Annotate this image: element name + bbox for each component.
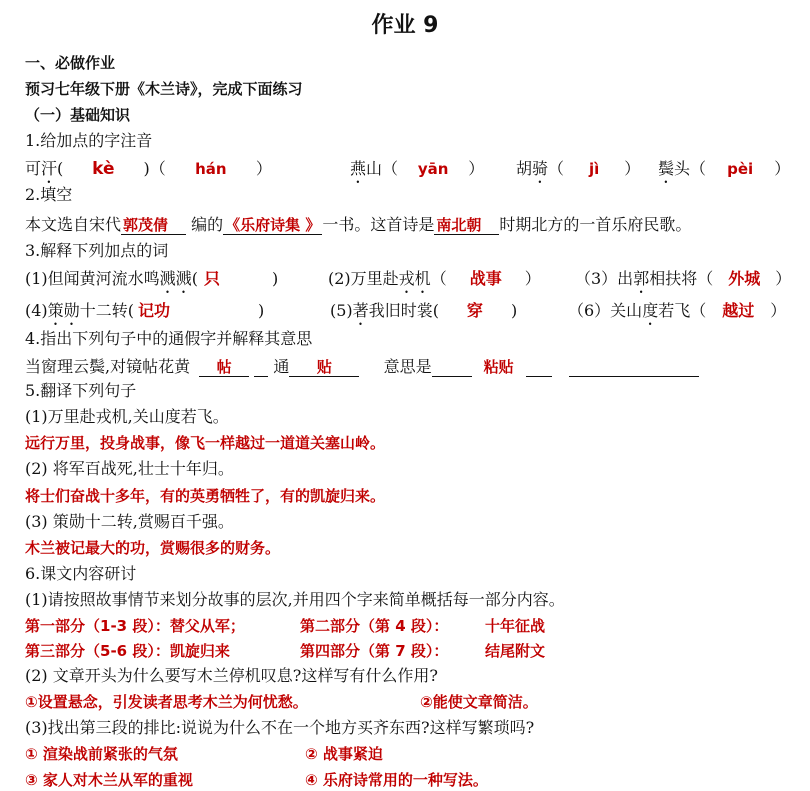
section-heading: 一、必做作业 [25,54,116,72]
q6-sub1: (1)请按照故事情节来划分故事的层次,并用四个字来简单概括每一部分内容。 [25,590,565,609]
q3-item-4: (4)策勋十二转( 记功 ) [25,301,265,320]
q3-item-2: (2)万里赴戎机（ 战事 ） [328,269,541,288]
q1-item-2: 燕山（ yān ） [350,159,485,178]
q6-part-4: 第四部分（第 7 段）： [300,642,449,660]
q1-item-4: 鬓头（ pèi ） [658,159,791,178]
q3-item-1: (1)但闻黄河流水鸣溅溅( 只 ) [25,269,279,288]
q4-answer-line: 当窗理云鬓,对镜帖花黄 帖 通 贴 意思是 粘贴 [25,354,699,377]
subsection-heading: （一）基础知识 [25,106,131,124]
q6-answer-2a: ①设置悬念，引发读者思考木兰为何忧愁。 [25,693,308,711]
q2-heading: 2.填空 [25,185,73,204]
q6-heading: 6.课文内容研讨 [25,564,137,583]
q6-part-2: 第二部分（第 4 段）： [300,617,449,635]
task-line: 预习七年级下册《木兰诗》，完成下面练习 [25,80,303,98]
q6-answer-3-2: ② 战事紧迫 [305,745,383,763]
q6-answer-3-1: ① 渲染战前紧张的气氛 [25,745,178,763]
q6-part-2-answer: 十年征战 [485,617,546,635]
q5-question-2: (2) 将军百战死,壮士十年归。 [25,459,234,478]
q2-fill-line: 本文选自宋代 郭茂倩 编的 《乐府诗集 》 一书。这首诗是 南北朝 时期北方的一首乐府民歌。 [25,215,692,234]
q5-question-3: (3) 策勋十二转,赏赐百千强。 [25,512,234,531]
q3-item-5: (5)著我旧时裳( 穿 ) [330,301,518,320]
q1-item-3: 胡骑（ jì ） [516,159,641,178]
q5-answer-1: 远行万里，投身战事，像飞一样越过一道道关塞山岭。 [25,434,386,452]
q6-answer-2b: ②能使文章简洁。 [420,693,538,711]
q5-answer-2: 将士们奋战十多年，有的英勇牺牲了，有的凯旋归来。 [25,487,386,505]
q1-item-1: 可汗( kè )（ hán ） [25,159,272,179]
q5-answer-3: 木兰被记最大的功，赏赐很多的财务。 [25,539,281,557]
q6-part-1: 第一部分（1-3 段）：替父从军； [25,617,245,635]
q6-sub2: (2) 文章开头为什么要写木兰停机叹息?这样写有什么作用? [25,666,438,685]
q6-sub3: (3)找出第三段的排比:说说为什么不在一个地方买齐东西?这样写繁琐吗? [25,718,535,737]
q5-heading: 5.翻译下列句子 [25,381,137,400]
q3-item-6: （6）关山度若飞（ 越过 ） [568,301,787,320]
q4-heading: 4.指出下列句子中的通假字并解释其意思 [25,329,313,348]
page-title: 作业 9 [371,13,439,38]
q6-answer-3-4: ④ 乐府诗常用的一种写法。 [305,771,488,789]
q3-heading: 3.解释下列加点的词 [25,241,169,260]
q1-heading: 1.给加点的字注音 [25,131,153,150]
q6-part-3: 第三部分（5-6 段）：凯旋归来 [25,642,230,660]
q3-item-3: （3）出郭相扶将（ 外城 ） [575,269,792,288]
q6-answer-3-3: ③ 家人对木兰从军的重视 [25,771,193,789]
q6-part-4-answer: 结尾附文 [485,642,546,660]
q5-question-1: (1)万里赴戎机,关山度若飞。 [25,407,229,426]
